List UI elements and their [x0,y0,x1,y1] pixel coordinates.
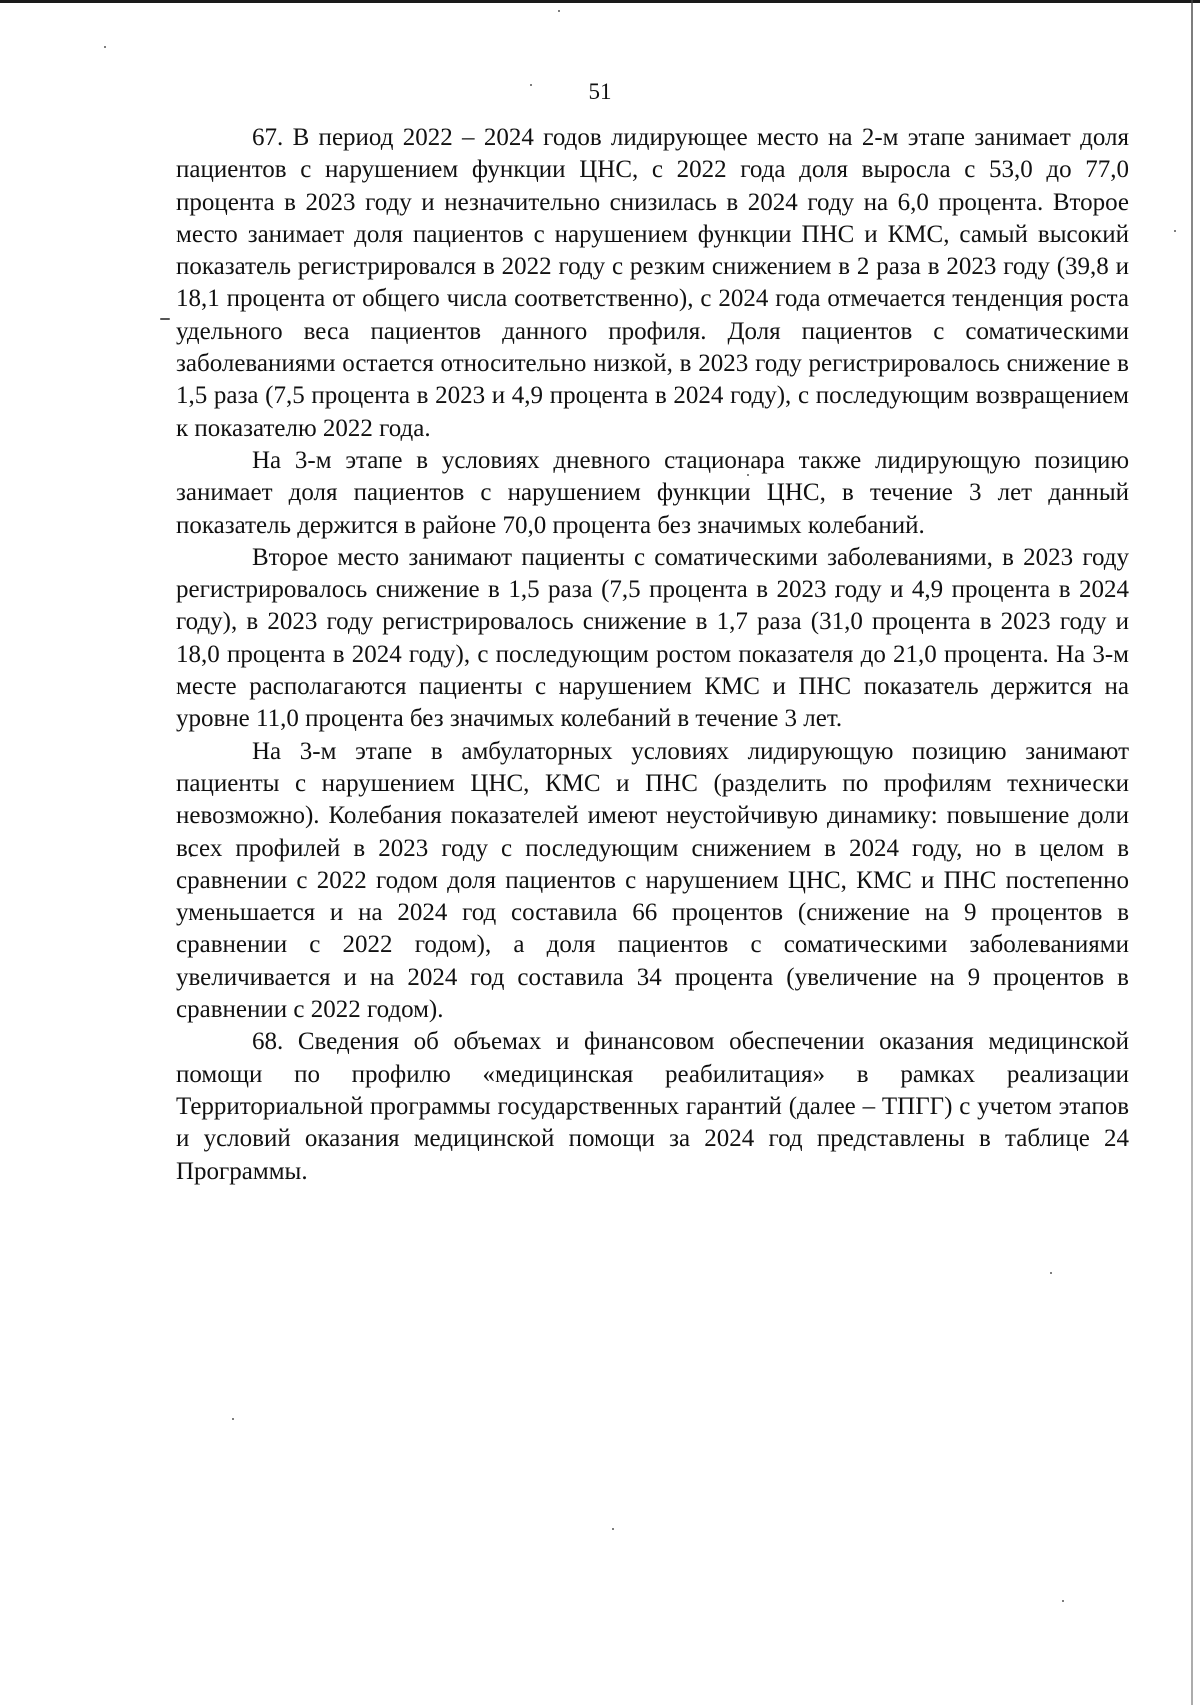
scan-speck [612,1528,614,1530]
scan-speck [104,46,106,48]
scan-speck [232,1418,234,1420]
scan-speck [1174,230,1176,232]
scan-speck [1062,1600,1064,1602]
scan-speck [160,318,170,320]
paragraph-day-hospital: На 3-м этапе в условиях дневного стационара также лидирующую позицию занимает доля пациентов с нарушением функции ЦНС, в течение 3 лет данный показатель держится в районе 70,0 процента без значимых колебаний. [176,446,1129,539]
scan-speck [558,10,560,12]
document-body [176,122,1129,1188]
scan-speck [1050,1272,1052,1274]
paragraph-68: 68. Сведения об объемах и финансовом обеспечении оказания медицинской помощи по профилю «медицинская реабилитация» в рамках реализации Территориальной программы государственных гарантий (далее – ТПГГ) с учетом этапов и условий оказания медицинской помощи за 2024 год представлены в таблице 24 Программы. [176,1028,1129,1185]
scan-border-top [0,0,1200,3]
paragraph-outpatient: На 3-м этапе в амбулаторных условиях лидирующую позицию занимают пациенты с нарушением ЦНС, КМС и ПНС (разделить по профилям технически невозможно). Колебания показателей имеют неустойчивую динамику: повышение доли всех профилей в 2023 году с последующим снижением в 2024 году, но в целом в сравнении с 2022 годом доля пациентов с нарушением ЦНС, КМС и ПНС постепенно уменьшается и на 2024 год составила 66 процентов (снижение на 9 процентов в сравнении с 2022 годом), а доля пациентов с соматическими заболеваниями увеличивается и на 2024 год составила 34 процента (увеличение на 9 процентов в сравнении с 2022 годом). [176,737,1129,1024]
paragraph-67: 67. В период 2022 – 2024 годов лидирующее место на 2-м этапе занимает доля пациентов с нарушением функции ЦНС, с 2022 года доля выросла с 53,0 до 77,0 процента в 2023 году и незначительно снизилась в 2024 году на 6,0 процента. Второе место занимает доля пациентов с нарушением функции ПНС и КМС, самый высокий показатель регистрировался в 2022 году с резким снижением в 2 раза в 2023 году (39,8 и 18,1 процента от общего числа соответственно), с 2024 года отмечается тенденция роста удельного веса пациентов данного профиля. Доля пациентов с соматическими заболеваниями остается относительно низкой, в 2023 году регистрировалось снижение в 1,5 раза (7,5 процента в 2023 и 4,9 процента в 2024 году), с последующим возвращением к показателю 2022 года. [176,124,1129,442]
scan-border-right [1191,0,1193,1705]
page-number: 51 [588,79,612,104]
paragraph-second-place: Второе место занимают пациенты с соматическими заболеваниями, в 2023 году регистрировалось снижение в 1,5 раза (7,5 процента в 2023 году и 4,9 процента в 2024 году), в 2023 году регистрировалось снижение в 1,7 раза (31,0 процента в 2023 году и 18,0 процента в 2024 году), с последующим ростом показателя до 21,0 процента. На 3-м месте располагаются пациенты с нарушением КМС и ПНС показатель держится на уровне 11,0 процента без значимых колебаний в течение 3 лет. [176,543,1129,733]
